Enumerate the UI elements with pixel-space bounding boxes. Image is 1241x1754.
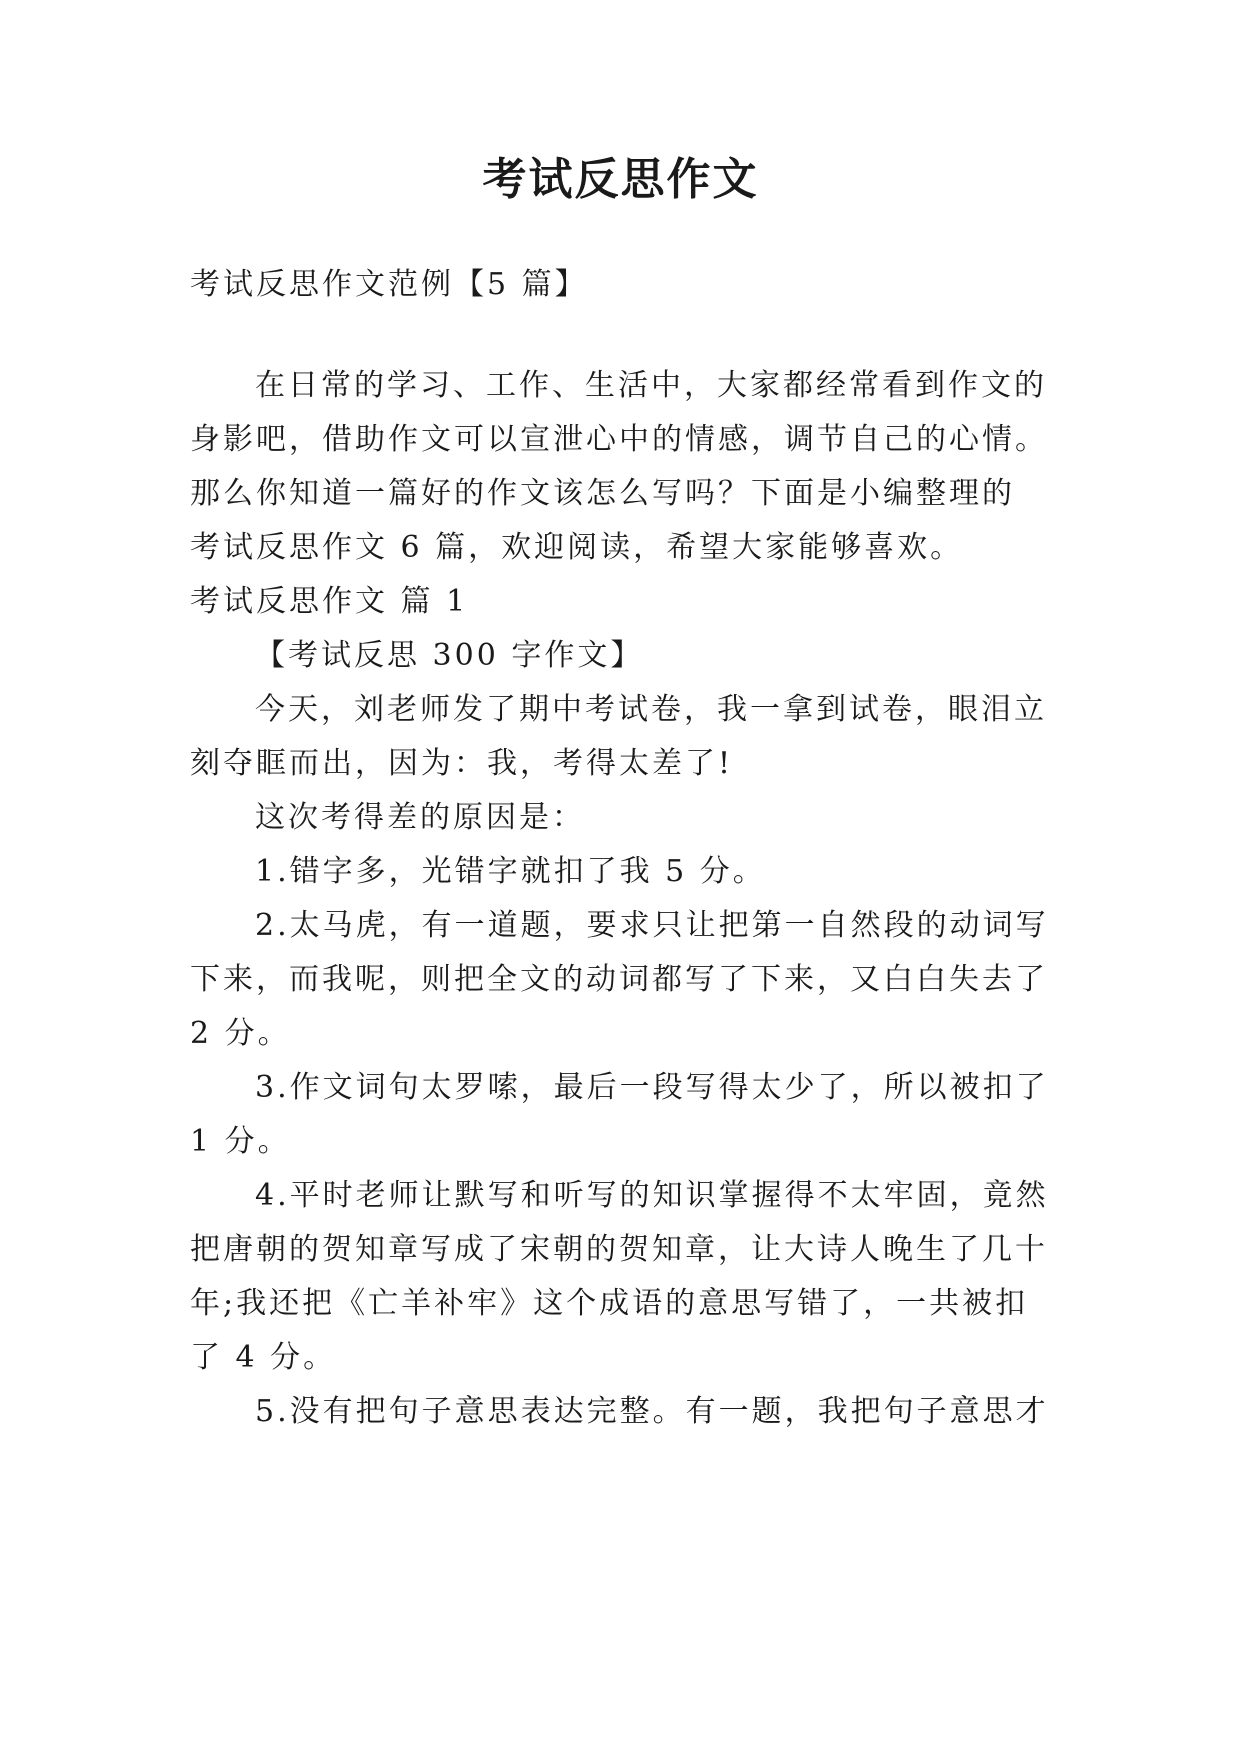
paragraph-line: 了 4 分。 — [190, 1340, 337, 1375]
paragraph-line: 在日常的学习、工作、生活中，大家都经常看到作文的 — [255, 368, 1047, 403]
list-item: 5.没有把句子意思表达完整。有一题，我把句子意思才 — [255, 1394, 1049, 1429]
document-title: 考试反思作文 — [482, 154, 759, 205]
paragraph-line: 考试反思作文 6 篇，欢迎阅读，希望大家能够喜欢。 — [190, 530, 964, 565]
paragraph-line: 这次考得差的原因是： — [255, 800, 585, 835]
paragraph-line: 年;我还把《亡羊补牢》这个成语的意思写错了，一共被扣 — [190, 1286, 1029, 1321]
paragraph-line: 下来，而我呢，则把全文的动词都写了下来，又白白失去了 — [190, 962, 1048, 997]
list-item: 2.太马虎，有一道题，要求只让把第一自然段的动词写 — [255, 908, 1049, 943]
paragraph-line: 把唐朝的贺知章写成了宋朝的贺知章，让大诗人晚生了几十 — [190, 1232, 1048, 1267]
list-item: 4.平时老师让默写和听写的知识掌握得不太牢固，竟然 — [255, 1178, 1049, 1213]
document-subtitle: 考试反思作文范例【5 篇】 — [190, 267, 588, 302]
paragraph-line: 那么你知道一篇好的作文该怎么写吗？下面是小编整理的 — [190, 476, 1015, 511]
list-item: 3.作文词句太罗嗦，最后一段写得太少了，所以被扣了 — [255, 1070, 1049, 1105]
paragraph-line: 刻夺眶而出，因为：我，考得太差了! — [190, 746, 734, 781]
paragraph-line: 2 分。 — [190, 1016, 291, 1051]
list-item: 1.错字多，光错字就扣了我 5 分。 — [255, 854, 766, 889]
paragraph-line: 1 分。 — [190, 1124, 291, 1159]
section-subheading: 【考试反思 300 字作文】 — [255, 638, 644, 673]
paragraph-line: 今天，刘老师发了期中考试卷，我一拿到试卷，眼泪立 — [255, 692, 1047, 727]
section-heading: 考试反思作文 篇 1 — [190, 584, 469, 619]
paragraph-line: 身影吧，借助作文可以宣泄心中的情感，调节自己的心情。 — [190, 422, 1048, 457]
